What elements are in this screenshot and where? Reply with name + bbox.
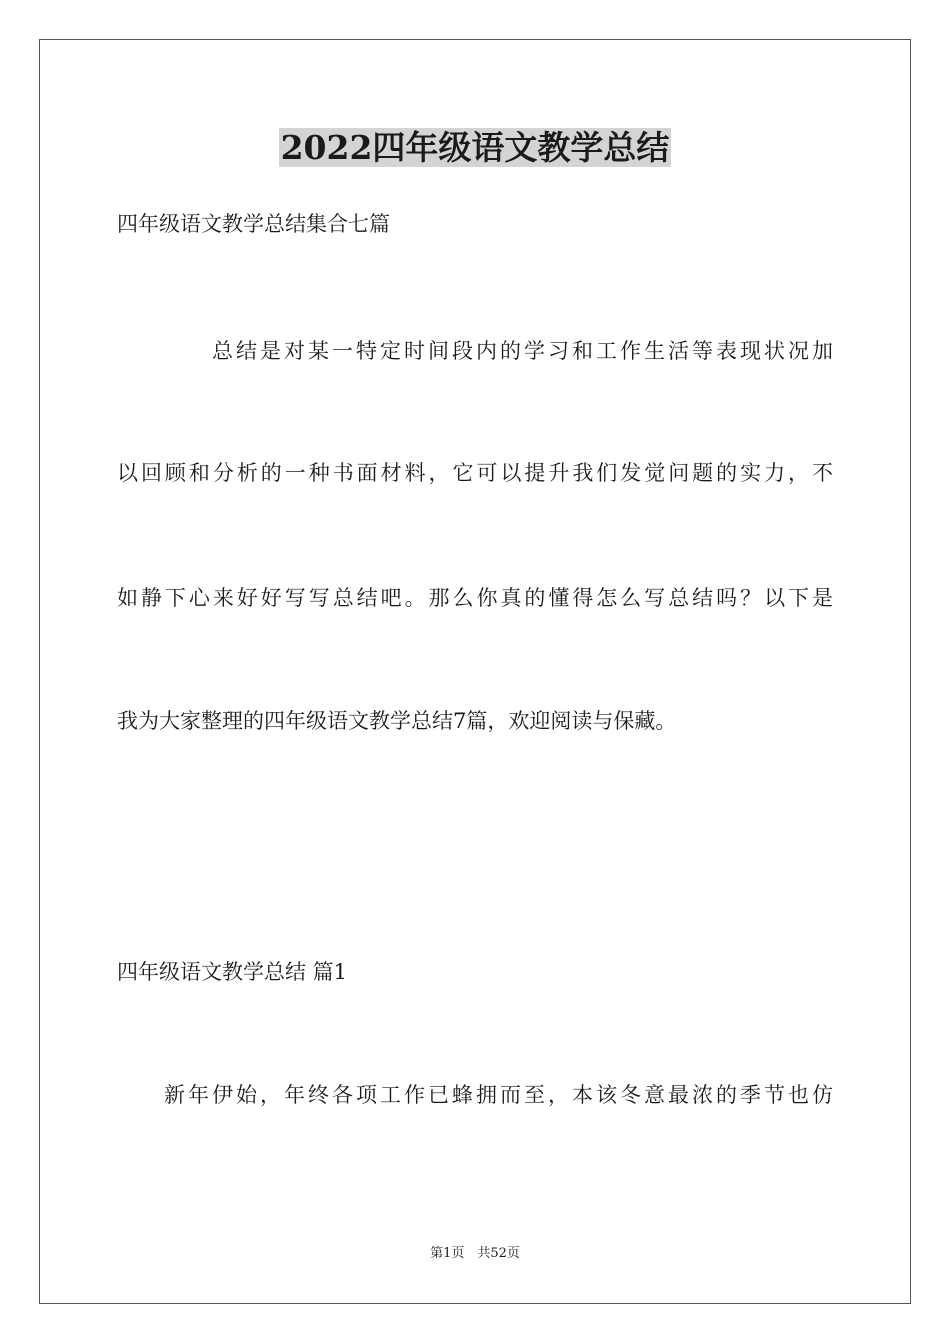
section-heading: 四年级语文教学总结 篇1 (117, 960, 348, 984)
intro-paragraph-line-1: 总结是对某一特定时间段内的学习和工作生活等表现状况加 (212, 339, 833, 363)
section-paragraph-line-1: 新年伊始，年终各项工作已蜂拥而至，本该冬意最浓的季节也仿 (164, 1083, 833, 1107)
intro-paragraph-line-2: 以回顾和分析的一种书面材料，它可以提升我们发觉问题的实力，不 (117, 461, 833, 485)
page-number-footer: 第1页 共52页 (430, 1246, 520, 1261)
intro-paragraph-line-3: 如静下心来好好写写总结吧。那么你真的懂得怎么写总结吗？以下是 (117, 586, 833, 610)
document-title-text: 2022四年级语文教学总结 (280, 128, 670, 167)
document-title (0, 126, 950, 170)
intro-paragraph-line-4: 我为大家整理的四年级语文教学总结7篇，欢迎阅读与保藏。 (117, 709, 677, 733)
document-subtitle: 四年级语文教学总结集合七篇 (117, 212, 390, 236)
